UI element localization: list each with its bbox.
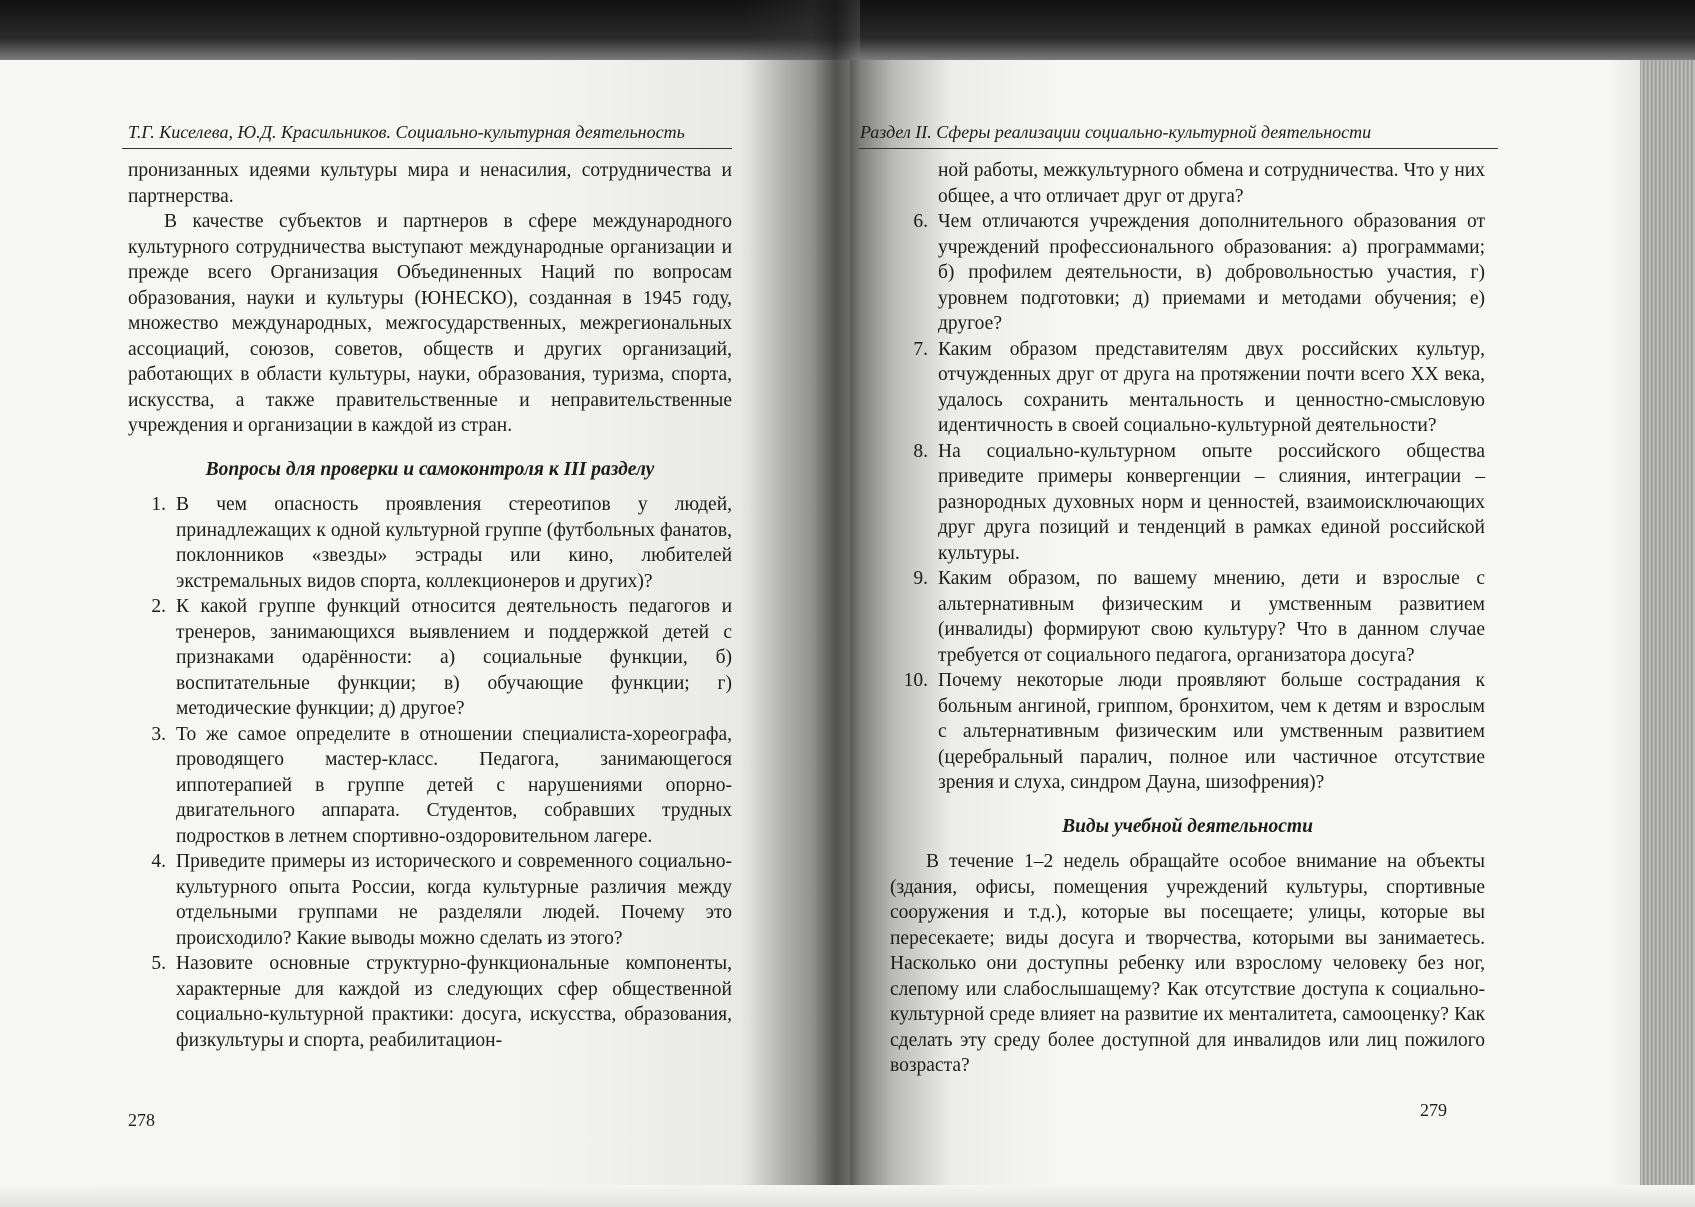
right-paragraph: В течение 1–2 недель обращайте особое внимание на объекты (здания, офисы, помещения учреждений культуры, спортивные сооружения и т.д.), которые вы посещаете; улицы, которые вы пересекаете; виды досуга и творчества, которыми вы занимаетесь. Насколько они доступны ребенку или взрослому человеку без ног, слепому или слабослышащему? Как отсутствие доступа к социально-культурной среде влияет на развитие их менталитета, самооценку? Как сделать эту среду более доступной для инвалидов или лиц пожилого возраста? — [890, 851, 1485, 1076]
left-header-rule — [122, 148, 732, 149]
question-number: 1. — [151, 494, 166, 515]
question-text: То же самое определите в отношении специалиста-хореографа, проводящего мастер-класс. Педагога, занимающегося иппотерапией в группе детей с нарушениями опорно-двигательного аппарата. Студентов, собравших трудных подростков в летнем спортивно-оздоровительном лагере. — [176, 723, 732, 847]
question-number: 8. — [913, 440, 928, 462]
question-text: В чем опасность проявления стереотипов у людей, принадлежащих к одной культурной группе (футбольных фанатов, поклонников «звезды» эстрады или кино, любителей экстремальных видов спорта, коллекционеров и других)? — [176, 494, 732, 592]
question-item — [890, 566, 1485, 668]
question-text: Почему некоторые люди проявляют больше сострадания к больным ангиной, гриппом, бронхитом, чем к детям и взрослым с альтернативным физическим или умственным развитием (церебральный паралич, полное или частичное отсутствие зрения и слуха, синдром Дауна, шизофрения)? — [938, 670, 1485, 793]
left-body — [128, 158, 732, 1053]
book-bottom-edge — [0, 1185, 1695, 1207]
question-item — [128, 492, 732, 594]
question-text: На социально-культурном опыте российского общества приведите примеры конвергенции – слияния, интеграции – разнородных духовных норм и ценностей, взаимоисключающих друг друга позиций и тенденций в рамках единой российской культуры. — [938, 440, 1485, 564]
question-number: 9. — [913, 568, 928, 589]
question-item — [890, 209, 1485, 337]
left-paragraph-1: пронизанных идеями культуры мира и ненасилия, сотрудничества и партнерства. — [128, 160, 732, 207]
left-page-number: 278 — [128, 1110, 155, 1130]
question-number-spacer — [890, 158, 938, 209]
question-item — [128, 594, 732, 722]
page-edges — [1640, 60, 1695, 1190]
question-item — [890, 439, 1485, 567]
question-number: 2. — [151, 596, 166, 617]
question-text: Каким образом представителям двух российских культур, отчужденных друг от друга на протяжении почти всего XX века, удалось сохранить ментальность и ценностно-смысловую идентичность в своей социально-культурной деятельности? — [938, 338, 1485, 436]
right-header-rule — [858, 148, 1498, 149]
question-item — [128, 722, 732, 850]
question-number: 3. — [151, 723, 166, 745]
left-section-title: Вопросы для проверки и самоконтроля к III разделу — [205, 458, 655, 480]
question-text: Каким образом, по вашему мнению, дети и взрослые с альтернативным физическим и умственным развитием (инвалиды) формируют свою культуру? Что в данном случае требуется от социального педагога, организатора досуга? — [938, 568, 1485, 666]
right-page — [850, 60, 1695, 1190]
question-number: 10. — [903, 670, 928, 691]
question-item — [890, 337, 1485, 439]
question-number: 4. — [151, 851, 166, 872]
left-page — [0, 60, 850, 1190]
question-item — [890, 668, 1485, 796]
question-number: 7. — [913, 338, 928, 360]
right-page-number: 279 — [1420, 1100, 1447, 1120]
question-item — [128, 849, 732, 951]
question-continuation — [890, 158, 1485, 209]
right-body — [890, 158, 1485, 1079]
question-text: Назовите основные структурно-функциональные компоненты, характерные для каждой из следующих сфер общественной социально-культурной практики: досуга, искусства, образования, физкультуры и спорта, реабилитацион- — [176, 953, 732, 1051]
question-text: Приведите примеры из исторического и современного социально-культурного опыта России, когда культурные различия между отдельными группами не разделяли людей. Почему это происходило? Какие выводы можно сделать из этого? — [176, 851, 732, 949]
question-text: К какой группе функций относится деятельность педагогов и тренеров, занимающихся выявлением и поддержкой детей с признаками одарённости: а) социальные функции, б) воспитательные функции; в) обучающие функции; г) методические функции; д) другое? — [176, 596, 732, 719]
left-paragraph-2: В качестве субъектов и партнеров в сфере международного культурного сотрудничества выступают международные организации и прежде всего Организация Объединенных Наций по вопросам образования, науки и культуры (ЮНЕСКО), созданная в 1945 году, множество международных, межгосударственных, межрегиональных ассоциаций, союзов, советов, обществ и других организаций, работающих в области культуры, науки, образования, туризма, спорта, искусства, а также правительственные и неправительственные учреждения и организации в каждой из стран. — [128, 211, 732, 436]
book-gutter-shadow — [740, 0, 860, 1207]
right-running-head: Раздел II. Сферы реализации социально-культурной деятельности — [860, 122, 1372, 142]
question-number: 5. — [151, 953, 166, 974]
question-text: ной работы, межкультурного обмена и сотрудничества. Что у них общее, а что отличает друг от друга? — [938, 160, 1485, 207]
left-running-head: Т.Г. Киселева, Ю.Д. Красильников. Социально-культурная деятельность — [128, 122, 685, 142]
question-item — [128, 951, 732, 1053]
question-text: Чем отличаются учреждения дополнительного образования от учреждений профессионального образования: а) программами; б) профилем деятельности, в) добровольностью участия, г) уровнем подготовки; д) приемами и методами обучения; е) другое? — [938, 211, 1485, 334]
question-number: 6. — [913, 211, 928, 232]
right-section-title: Виды учебной деятельности — [1062, 815, 1313, 837]
